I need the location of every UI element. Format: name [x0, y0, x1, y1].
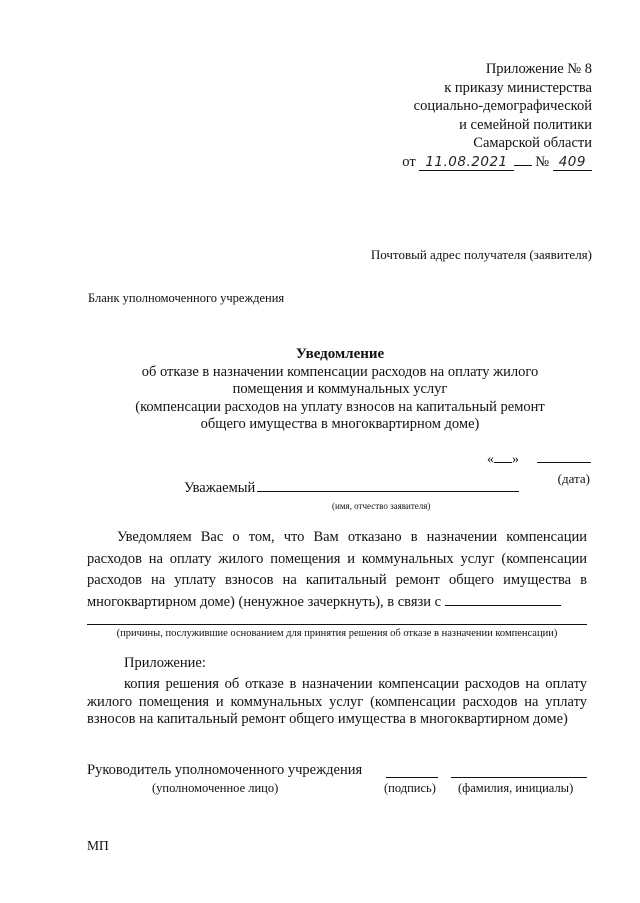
date-day-blank	[494, 462, 512, 463]
appendix-line: Самарской области	[473, 135, 592, 151]
date-open-quote: «	[487, 452, 494, 467]
attachment-text-block	[87, 676, 587, 729]
date-caption: (дата)	[557, 471, 590, 486]
notice-subtitle-line: общего имущества в многоквартирном доме)	[200, 416, 480, 432]
applicant-name-caption: (имя, отчество заявителя)	[332, 501, 431, 511]
date-close-quote: »	[512, 452, 519, 467]
institution-blank-label: Бланк уполномоченного учреждения	[88, 291, 285, 305]
stamp-label: МП	[87, 838, 109, 853]
appendix-line: Приложение № 8	[485, 61, 592, 77]
head-label: Руководитель уполномоченного учреждения	[87, 762, 363, 778]
postal-address-label: Почтовый адрес получателя (заявителя)	[370, 247, 592, 262]
notice-subtitle-line: об отказе в назначении компенсации расходов на оплату жилого	[141, 363, 539, 380]
reasons-caption: (причины, послужившие основанием для принятия решения об отказе в назначении компенсации)	[116, 628, 558, 639]
notice-body	[87, 527, 587, 613]
full-name-caption: (фамилия, инициалы)	[458, 781, 574, 795]
order-date-underline	[514, 165, 532, 166]
signature-blank	[386, 777, 438, 778]
date-month-year-blank	[537, 462, 591, 463]
notice-title: Уведомление	[295, 346, 385, 362]
applicant-name-blank	[257, 491, 519, 492]
appendix-line: социально-демографической	[413, 98, 592, 114]
order-prefix: от	[402, 153, 416, 170]
attachment-title: Приложение:	[124, 655, 206, 671]
reason-blank	[445, 605, 561, 606]
appendix-line: и семейной политики	[459, 116, 592, 133]
authorized-person-caption: (уполномоченное лицо)	[152, 781, 279, 795]
order-number-label: №	[535, 153, 550, 170]
order-number: 409	[553, 154, 592, 171]
full-name-blank	[451, 777, 587, 778]
appendix-block	[332, 60, 592, 171]
greeting-label: Уважаемый	[184, 480, 256, 496]
notice-body-text: Уведомляем Вас о том, что Вам отказано в назначении компенсации расходов на оплату жилого помещения и коммунальных услуг (компенсации расходов на уплату взносов на капитальный ремонт общего имущества в многоквартирном доме) (ненужное зачеркнуть), в связи с	[87, 529, 587, 610]
order-reference	[332, 153, 592, 172]
notice-subtitle-line: помещения и коммунальных услуг	[232, 381, 448, 397]
reason-blank-line	[87, 624, 587, 625]
notice-heading	[100, 346, 580, 434]
order-date: 11.08.2021	[419, 154, 513, 171]
attachment-text: копия решения об отказе в назначении компенсации расходов на оплату жилого помещения и коммунальных услуг (компенсации расходов на уплату взносов на капитальный ремонт общего имущества в многоквартирном доме)	[87, 676, 587, 727]
appendix-line: к приказу министерства	[444, 79, 592, 96]
signature-caption: (подпись)	[384, 781, 436, 795]
notice-subtitle-line: (компенсации расходов на уплату взносов на капитальный ремонт	[135, 398, 545, 415]
date-field	[487, 452, 591, 468]
greeting-row	[184, 480, 519, 497]
